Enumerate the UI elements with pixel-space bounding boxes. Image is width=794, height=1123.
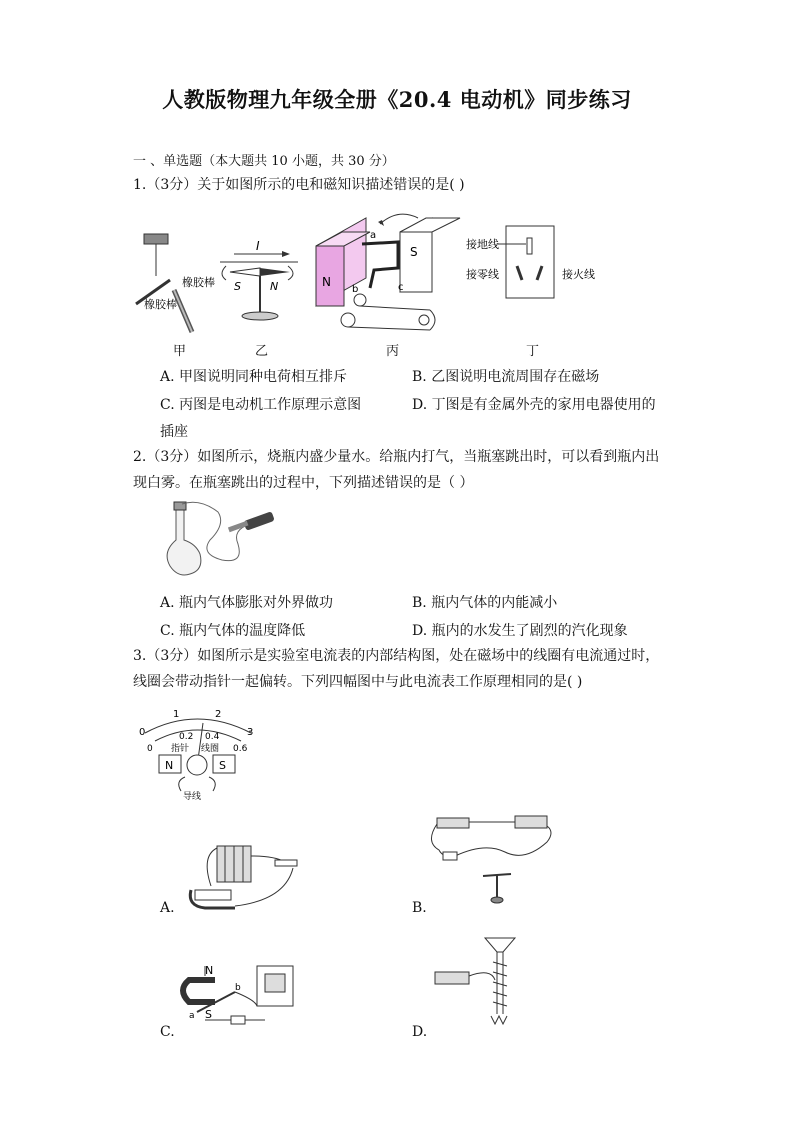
page-title: 人教版物理九年级全册《20.4 电动机》同步练习 — [162, 87, 632, 112]
coil-a-label: a — [370, 230, 377, 241]
needle-n-label: N — [270, 280, 279, 293]
q2-option-b: B. 瓶内气体的内能减小 — [412, 595, 558, 611]
rubber-label-2: 橡胶棒 — [144, 298, 177, 311]
fig-ding — [466, 226, 595, 298]
q3-option-c-label: C. — [160, 1024, 175, 1040]
magnet-s-label: S — [410, 245, 418, 259]
q1-option-c: C. 丙图是电动机工作原理示意图 — [160, 397, 362, 413]
fig-c-b-label: b — [235, 983, 241, 993]
caption-bing: 丙 — [386, 344, 400, 359]
tick-bottom-04: 0.4 — [205, 732, 220, 742]
caption-ding: 丁 — [526, 344, 540, 359]
fig-c-s-label: S — [205, 1008, 212, 1021]
q3-figure-a — [175, 836, 305, 916]
ground-wire-label: 接地线 — [466, 238, 499, 251]
q3-figure-d — [425, 932, 555, 1032]
q3-ammeter-figure — [135, 705, 260, 800]
tick-top-0: 0 — [139, 727, 146, 738]
q2-option-d: D. 瓶内的水发生了剧烈的汽化现象 — [412, 623, 628, 639]
q3-stem-line2: 线圈会带动指针一起偏转。下列四幅图中与此电流表工作原理相同的是( ) — [133, 674, 583, 690]
q3-figure-b — [425, 812, 565, 912]
tick-top-1: 1 — [173, 709, 180, 720]
pointer-label: 指针 — [171, 744, 190, 754]
fig-c-n-label: N — [205, 964, 214, 977]
tick-bottom-02: 0.2 — [179, 732, 194, 742]
q1-figure — [130, 208, 630, 338]
q1-stem: 1.（3分）关于如图所示的电和磁知识描述错误的是( ) — [133, 177, 465, 193]
caption-yi: 乙 — [255, 344, 269, 359]
q1-option-b: B. 乙图说明电流周围存在磁场 — [412, 369, 600, 385]
current-label: I — [256, 239, 260, 253]
caption-jia: 甲 — [173, 344, 187, 359]
fig-c-a-label: a — [189, 1011, 195, 1021]
q3-option-d-label: D. — [412, 1024, 428, 1040]
needle-s-label: S — [234, 280, 241, 293]
coil-b-label: b — [352, 284, 359, 295]
q1-option-d: D. 丁图是有金属外壳的家用电器使用的 — [412, 397, 656, 413]
magnet-n-label: N — [322, 275, 331, 289]
section-heading: 一 、单选题（本大题共 10 小题，共 30 分） — [133, 154, 395, 169]
fig-yi — [220, 239, 298, 320]
q3-figure-c — [175, 960, 305, 1030]
q2-stem-line1: 2.（3分）如图所示，烧瓶内盛少量水。给瓶内打气，当瓶塞跳出时，可以看到瓶内出 — [133, 449, 660, 465]
q1-option-a: A. 甲图说明同种电荷相互排斥 — [160, 369, 348, 385]
fig-bing — [316, 214, 460, 330]
fig-jia — [136, 234, 215, 332]
coil-c-label: c — [398, 282, 404, 293]
meter-s-label: S — [219, 759, 226, 772]
wire-label: 导线 — [183, 792, 202, 800]
tick-top-3: 3 — [247, 727, 254, 738]
q1-option-d-cont: 插座 — [160, 424, 188, 440]
coil-label: 线圈 — [201, 744, 220, 754]
live-wire-label: 接火线 — [562, 268, 595, 281]
meter-n-label: N — [165, 759, 174, 772]
tick-bottom-06: 0.6 — [233, 744, 248, 754]
tick-bottom-0: 0 — [147, 744, 153, 754]
q3-option-a-label: A. — [160, 900, 175, 916]
q2-stem-line2: 现白雾。在瓶塞跳出的过程中，下列描述错误的是（ ） — [133, 475, 474, 491]
neutral-wire-label: 接零线 — [466, 268, 499, 281]
q3-option-b-label: B. — [412, 900, 427, 916]
q2-flask-figure — [160, 500, 280, 580]
q3-stem-line1: 3.（3分）如图所示是实验室电流表的内部结构图，处在磁场中的线圈有电流通过时， — [133, 648, 660, 664]
rubber-label-1: 橡胶棒 — [182, 276, 215, 289]
q2-option-a: A. 瓶内气体膨胀对外界做功 — [160, 595, 334, 611]
q2-option-c: C. 瓶内气体的温度降低 — [160, 623, 306, 639]
tick-top-2: 2 — [215, 709, 222, 720]
